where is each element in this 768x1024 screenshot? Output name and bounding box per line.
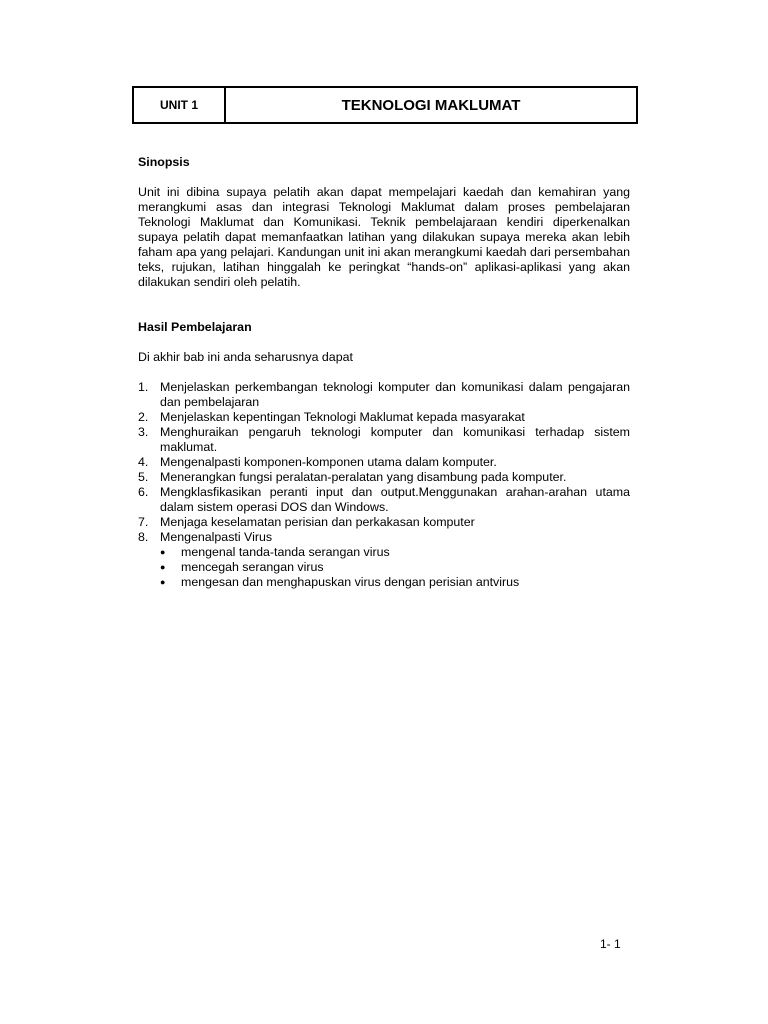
bullet-icon: ●: [160, 547, 166, 557]
list-item: [138, 425, 630, 455]
item-text: Menerangkan fungsi peralatan-peralatan yang disambung pada komputer.: [160, 470, 567, 484]
unit-header-box: [132, 86, 638, 124]
item-number: 2.: [138, 410, 149, 424]
item-text: Mengklasfikasikan peranti input dan output.Menggunakan arahan-arahan utama dalam sistem operasi DOS dan Windows.: [160, 485, 630, 514]
outcomes-list: [138, 380, 630, 545]
list-item: [138, 515, 630, 530]
item-number: 5.: [138, 470, 149, 484]
item-text: Menghuraikan pengaruh teknologi komputer dan komunikasi terhadap sistem maklumat.: [160, 425, 630, 454]
list-item: [138, 485, 630, 515]
unit-label: UNIT 1: [134, 88, 226, 122]
item-text: Menjelaskan kepentingan Teknologi Maklumat kepada masyarakat: [160, 410, 525, 424]
sub-list-item: [160, 575, 630, 590]
item-number: 7.: [138, 515, 149, 529]
sub-item-text: mengenal tanda-tanda serangan virus: [181, 545, 390, 559]
item-text: Mengenalpasti Virus: [160, 530, 273, 544]
item-text: Menjelaskan perkembangan teknologi komputer dan komunikasi dalam pengajaran dan pembelajaran: [160, 380, 630, 409]
virus-sublist: [138, 545, 630, 590]
item-text: Mengenalpasti komponen-komponen utama dalam komputer.: [160, 455, 497, 469]
sub-item-text: mencegah serangan virus: [181, 560, 324, 574]
item-number: 1.: [138, 380, 149, 394]
list-item: [138, 530, 630, 545]
item-number: 6.: [138, 485, 149, 499]
list-item: [138, 470, 630, 485]
list-item: [138, 455, 630, 470]
page-number: 1- 1: [600, 937, 621, 951]
item-text: Menjaga keselamatan perisian dan perkakasan komputer: [160, 515, 475, 529]
list-item: [138, 410, 630, 425]
sub-item-text: mengesan dan menghapuskan virus dengan perisian antvirus: [181, 575, 520, 589]
synopsis-text: Unit ini dibina supaya pelatih akan dapat mempelajari kaedah dan kemahiran yang merangkumi asas dan integrasi Teknologi Maklumat dalam proses pembelajaran Teknologi Maklumat dan Komunikasi. Teknik pembelajaraan kendiri diperkenalkan supaya pelatih dapat memanfaatkan latihan yang dilakukan supaya mereka akan lebih faham apa yang pelajari. Kandungan unit ini akan merangkumi kaedah dari persembahan teks, rujukan, latihan hinggalah ke peringkat “hands-on” aplikasi-aplikasi yang akan dilakukan sendiri oleh pelatih.: [138, 185, 630, 289]
item-number: 8.: [138, 530, 149, 544]
synopsis-heading: Sinopsis: [138, 155, 190, 169]
sub-list-item: [160, 560, 630, 575]
item-number: 4.: [138, 455, 149, 469]
bullet-icon: ●: [160, 577, 166, 587]
bullet-icon: ●: [160, 562, 166, 572]
document-body: [138, 155, 630, 590]
unit-title: TEKNOLOGI MAKLUMAT: [341, 96, 521, 114]
list-item: [138, 380, 630, 410]
outcomes-intro: Di akhir bab ini anda seharusnya dapat: [138, 350, 353, 364]
sub-list-item: [160, 545, 630, 560]
outcomes-heading: Hasil Pembelajaran: [138, 320, 252, 334]
item-number: 3.: [138, 425, 149, 439]
